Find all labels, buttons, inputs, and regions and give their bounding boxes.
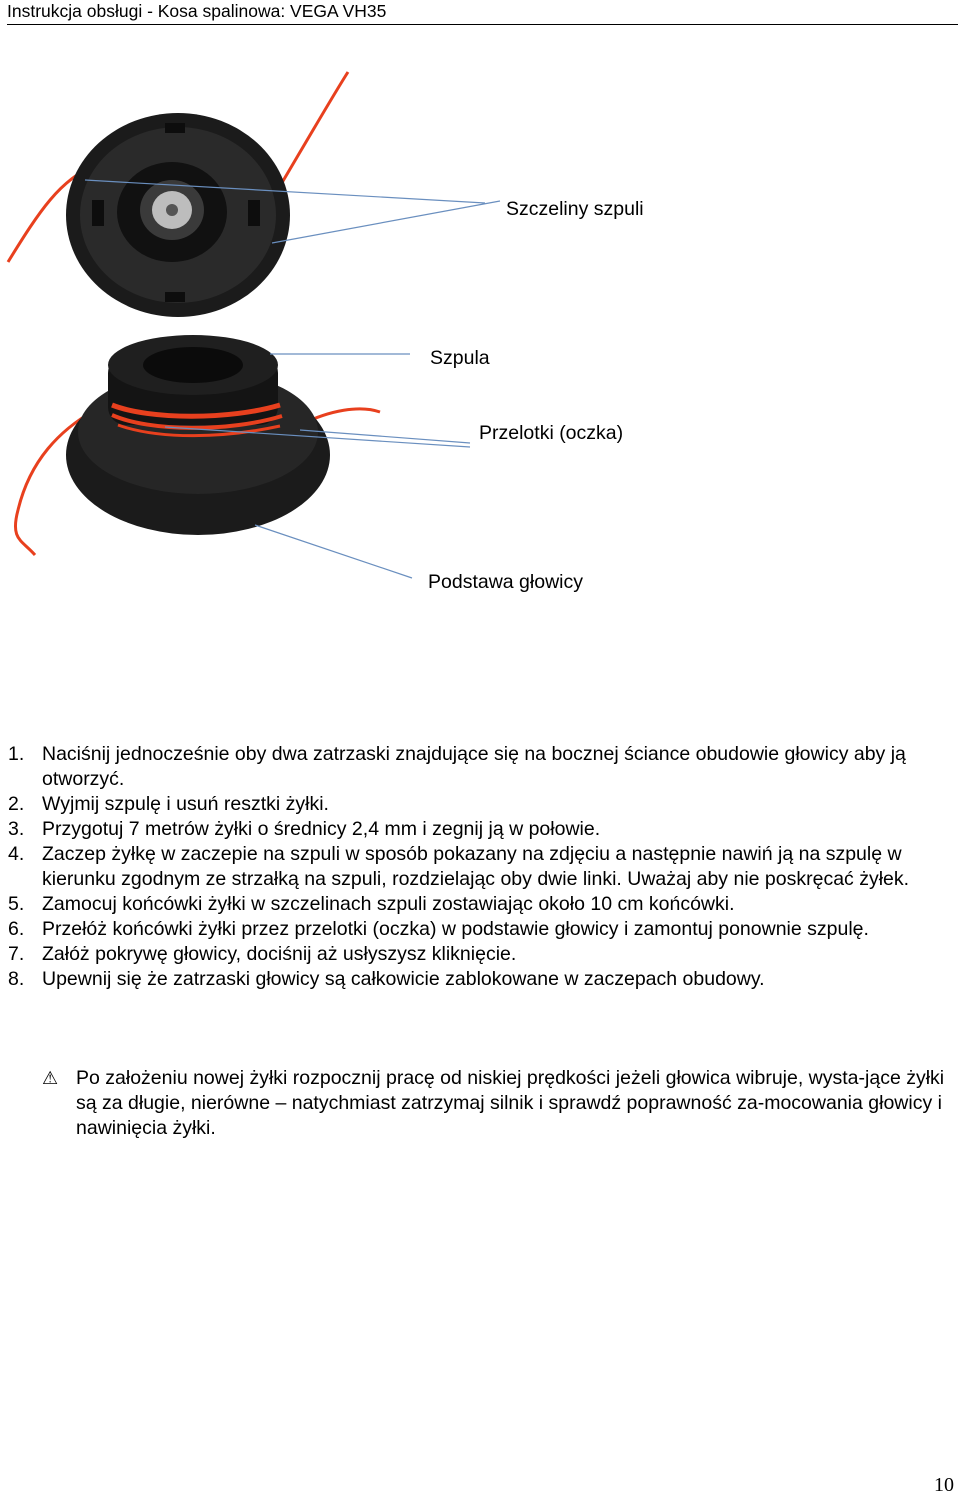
trimmer-head-photos: [0, 60, 960, 700]
warning-note: [42, 1066, 954, 1141]
header-title: Instrukcja obsługi - Kosa spalinowa: VEGA VH35: [7, 1, 387, 21]
callout-spool: Szpula: [430, 347, 490, 369]
step-5: 5. Zamocuj końcówki żyłki w szczelinach szpuli zostawiając około 10 cm końcówki.: [8, 893, 735, 915]
step-7: 7. Załóż pokrywę głowicy, dociśnij aż usłyszysz kliknięcie.: [8, 943, 517, 965]
trimmer-head-figure: [0, 60, 960, 700]
step-2: 2. Wyjmij szpulę i usuń resztki żyłki.: [8, 793, 329, 815]
step-1: 1. Naciśnij jednocześnie oby dwa zatrzaski znajdujące się na bocznej ściance obudowie głowicy aby ją otworzyć.: [8, 743, 906, 790]
step-3: 3. Przygotuj 7 metrów żyłki o średnicy 2,4 mm i zegnij ją w połowie.: [8, 818, 601, 840]
callout-eyelets: Przelotki (oczka): [479, 422, 624, 444]
warning-triangle-icon: ⚠: [42, 1068, 59, 1088]
step-4: 4. Zaczep żyłkę w zaczepie na szpuli w sposób pokazany na zdjęciu a następnie nawiń ją na szpulę w kierunku zgodnym ze strzałką na szpuli, rozdzielając oby dwie linki. Uważaj aby nie poskręcać żyłek.: [8, 843, 910, 890]
instruction-steps: [8, 742, 952, 992]
callout-spool-slots: Szczeliny szpuli: [506, 198, 644, 220]
step-6: 6. Przełóż końcówki żyłki przez przelotki (oczka) w podstawie głowicy i zamontuj ponownie szpulę.: [8, 918, 869, 940]
step-8: 8. Upewnij się że zatrzaski głowicy są całkowicie zablokowane w zaczepach obudowy.: [8, 968, 765, 990]
page-number: 10: [934, 1474, 954, 1496]
head-base-photo: [15, 335, 380, 555]
warning-text: Po założeniu nowej żyłki rozpocznij pracę od niskiej prędkości jeżeli głowica wibruje, wysta-jące żyłki są za długie, nierówne – natychmiast zatrzymaj silnik i sprawdź poprawność za-mocowania głowicy i nawinięcia żyłki.: [76, 1067, 945, 1139]
spool-photo: [8, 72, 348, 317]
callout-head-base: Podstawa głowicy: [428, 571, 583, 593]
document-header: [7, 0, 958, 25]
